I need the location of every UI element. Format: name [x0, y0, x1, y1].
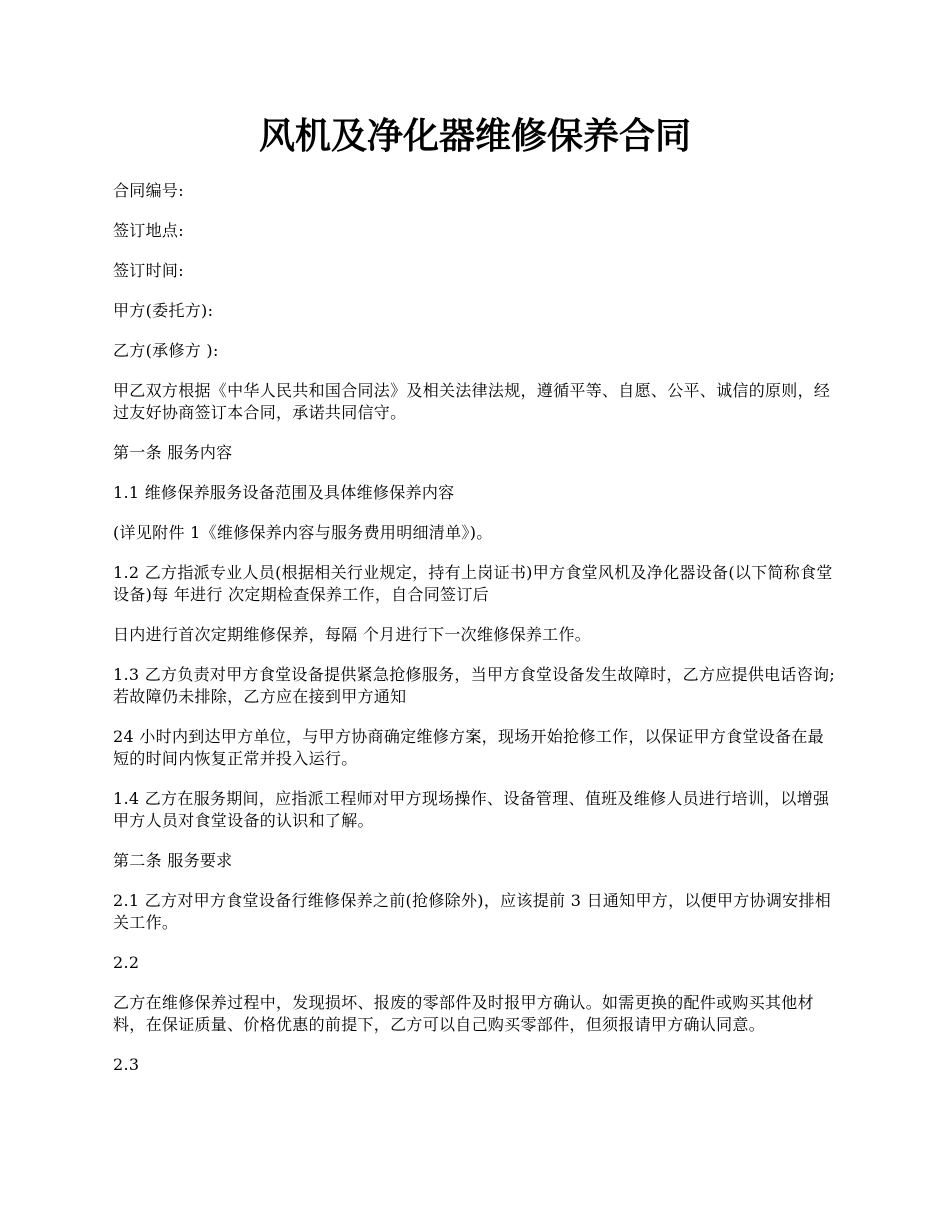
document-title: 风机及净化器维修保养合同 — [258, 115, 691, 157]
article-1-heading: 第一条 服务内容 — [113, 443, 233, 462]
document-body — [113, 180, 838, 1094]
signing-place-line: 签订地点: — [113, 221, 184, 240]
preamble-paragraph: 甲乙双方根据《中华人民共和国合同法》及相关法律法规，遵循平等、自愿、公平、诚信的原则，经过友好协商签订本合同，承诺共同信守。 — [113, 381, 831, 422]
contract-number-line: 合同编号: — [113, 181, 184, 200]
clause-1-3-continued: 24 小时内到达甲方单位，与甲方协商确定维修方案，现场开始抢修工作，以保证甲方食堂设备在最短的时间内恢复正常并投入运行。 — [113, 727, 824, 768]
clause-2-1: 2.1 乙方对甲方食堂设备行维修保养之前(抢修除外)，应该提前 3 日通知甲方，以便甲方协调安排相关工作。 — [113, 891, 832, 932]
clause-1-2-continued: 日内进行首次定期维修保养，每隔 个月进行下一次维修保养工作。 — [113, 625, 592, 644]
clause-1-1: 1.1 维修保养服务设备范围及具体维修保养内容 — [113, 483, 455, 502]
party-b-line: 乙方(承修方 ): — [113, 341, 219, 360]
article-2-heading: 第二条 服务要求 — [113, 851, 233, 870]
clause-1-2: 1.2 乙方指派专业人员(根据相关行业规定，持有上岗证书)甲方食堂风机及净化器设备(以下简称食堂设备)每 年进行 次定期检查保养工作，自合同签订后 — [113, 563, 833, 604]
clause-2-3-number: 2.3 — [113, 1055, 140, 1074]
clause-1-3: 1.3 乙方负责对甲方食堂设备提供紧急抢修服务，当甲方食堂设备发生故障时，乙方应提供电话咨询;若故障仍未排除，乙方应在接到甲方通知 — [113, 665, 836, 706]
party-a-line: 甲方(委托方): — [113, 301, 214, 320]
clause-1-1-note: (详见附件 1《维修保养内容与服务费用明细清单》)。 — [113, 523, 493, 542]
signing-time-line: 签订时间: — [113, 261, 184, 280]
clause-1-4: 1.4 乙方在服务期间，应指派工程师对甲方现场操作、设备管理、值班及维修人员进行培训，以增强甲方人员对食堂设备的认识和了解。 — [113, 789, 830, 830]
clause-2-2-text: 乙方在维修保养过程中，发现损坏、报废的零部件及时报甲方确认。如需更换的配件或购买其他材料，在保证质量、价格优惠的前提下，乙方可以自己购买零部件，但须报请甲方确认同意。 — [113, 993, 814, 1034]
clause-2-2-number: 2.2 — [113, 953, 140, 972]
